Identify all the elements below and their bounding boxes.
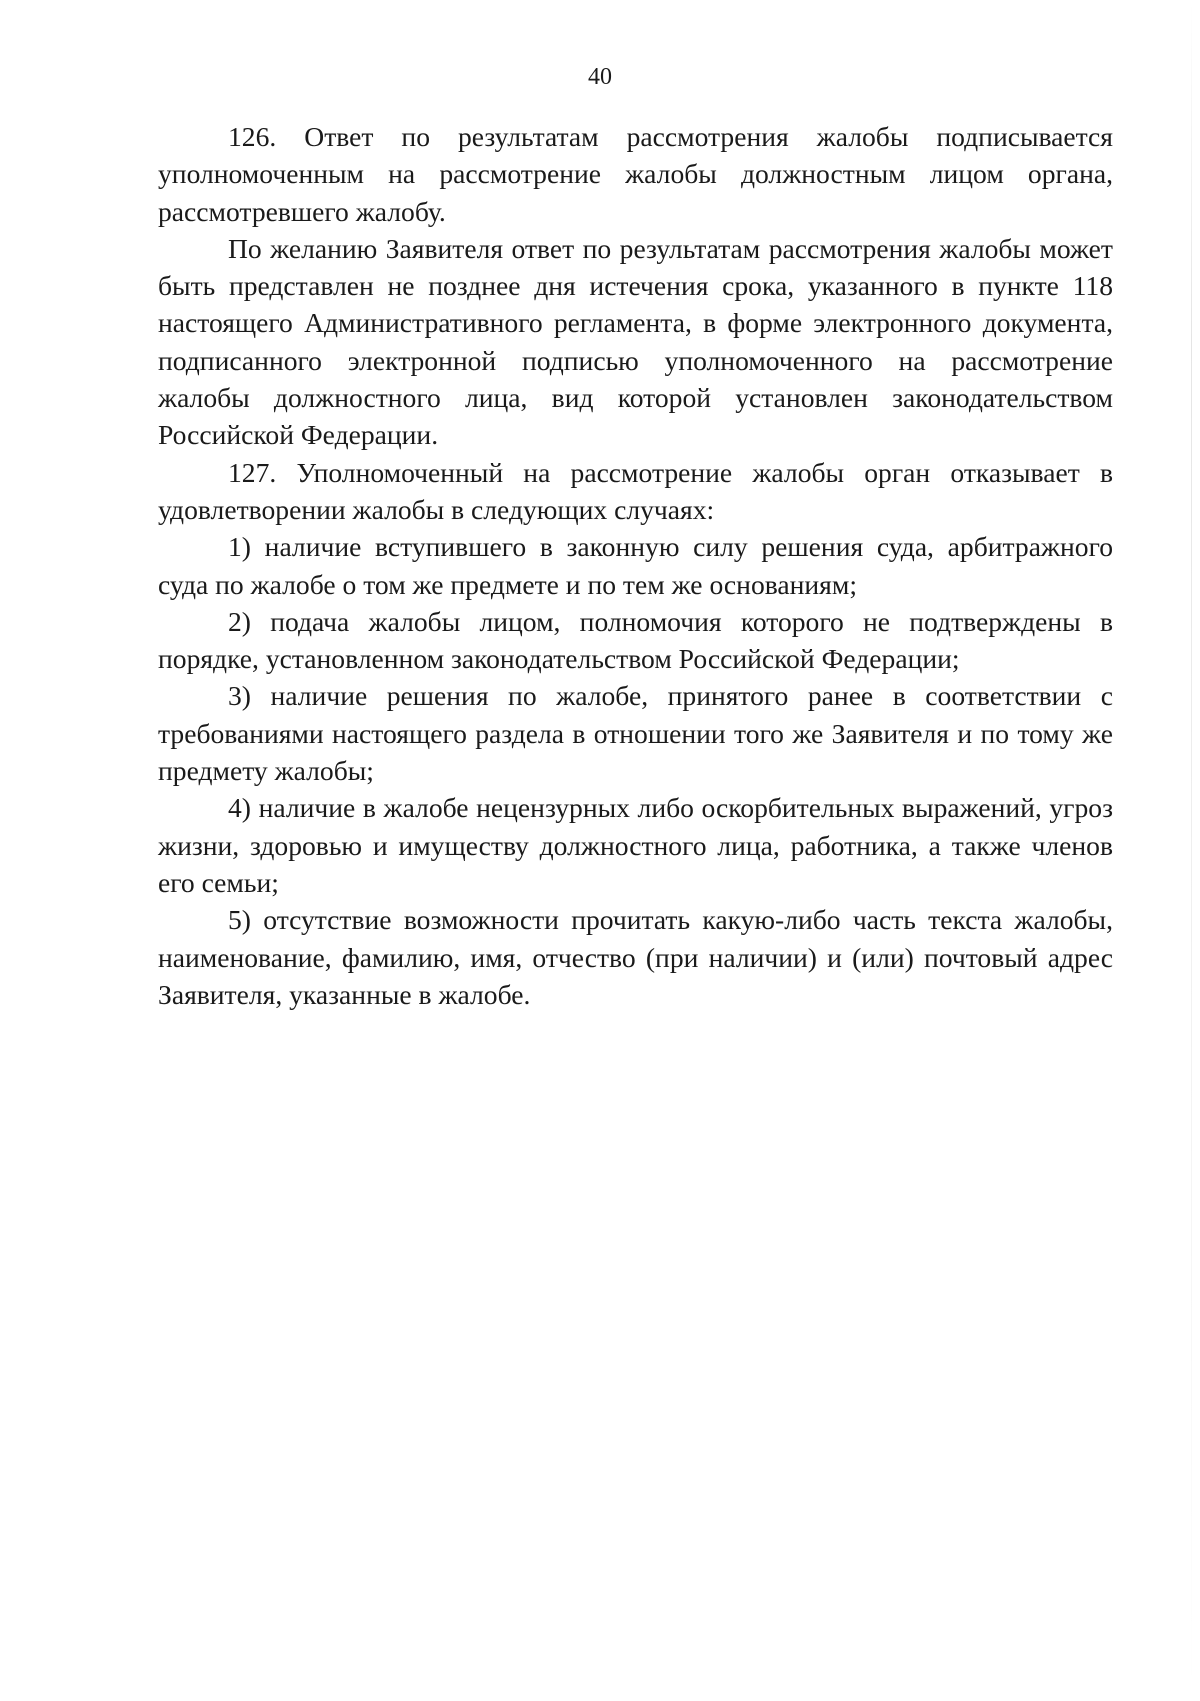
list-item-3: 3) наличие решения по жалобе, принятого ранее в соответствии с требованиями настоящего раздела в отношении того же Заявителя и по тому же предмету жалобы;: [158, 680, 1113, 787]
scan-edge: [1191, 0, 1192, 1701]
paragraph-electronic-response: По желанию Заявителя ответ по результатам рассмотрения жалобы может быть представлен не позднее дня истечения срока, указанного в пункте 118 настоящего Административного регламента, в форме электронного документа, подписанного электронной подписью уполномоченного на рассмотрение жалобы должностного лица, вид которой установлен законодательством Российской Федерации.: [158, 232, 1113, 451]
list-item-5: 5) отсутствие возможности прочитать какую-либо часть текста жалобы, наименование, фамилию, имя, отчество (при наличии) и (или) почтовый адрес Заявителя, указанные в жалобе.: [158, 904, 1113, 1010]
list-item-1: 1) наличие вступившего в законную силу решения суда, арбитражного суда по жалобе о том же предмете и по тем же основаниям;: [158, 531, 1113, 600]
list-item-2: 2) подача жалобы лицом, полномочия которого не подтверждены в порядке, установленном законодательством Российской Федерации;: [158, 605, 1113, 675]
paragraph-126: 126. Ответ по результатам рассмотрения жалобы подписывается уполномоченным на рассмотрение жалобы должностным лицом органа, рассмотревшего жалобу.: [158, 121, 1113, 227]
paragraph-127: 127. Уполномоченный на рассмотрение жалобы орган отказывает в удовлетворении жалобы в следующих случаях:: [158, 456, 1113, 525]
page-number: 40: [588, 64, 612, 90]
list-item-4: 4) наличие в жалобе нецензурных либо оскорбительных выражений, угроз жизни, здоровью и имуществу должностного лица, работника, а также членов его семьи;: [158, 792, 1113, 898]
document-body: [158, 118, 1113, 1013]
